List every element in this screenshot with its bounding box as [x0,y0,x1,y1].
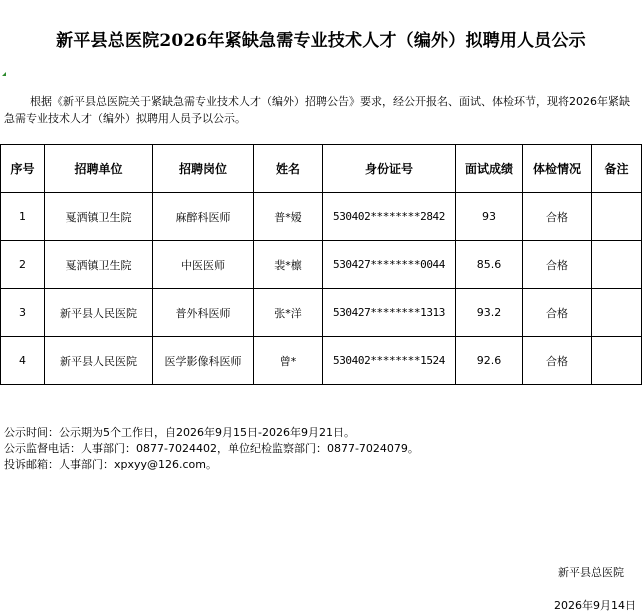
header-interview-score: 面试成绩 [456,145,523,193]
page-title: 新平县总医院2026年紧缺急需专业技术人才（编外）拟聘用人员公示 [56,31,586,51]
cell-position: 医学影像科医师 [153,337,254,385]
cell-position: 中医医师 [153,241,254,289]
header-position: 招聘岗位 [153,145,254,193]
cell-physical-exam: 合格 [523,337,592,385]
cell-id-number: 530402********1524 [323,337,456,385]
publicity-period: 公示时间：公示期为5个工作日，自2026年9月15日-2026年9月21日。 [4,426,355,439]
cell-name: 曾* [254,337,323,385]
notice-footer [4,425,419,473]
header-physical-exam: 体检情况 [523,145,592,193]
table-row [1,193,642,241]
cell-id-number: 530427********1313 [323,289,456,337]
cell-unit: 戛洒镇卫生院 [45,241,153,289]
cell-index: 2 [1,241,45,289]
cell-unit: 新平县人民医院 [45,337,153,385]
hire-table [0,144,642,385]
cell-id-number: 530402********2842 [323,193,456,241]
cell-remarks [592,193,642,241]
cell-physical-exam: 合格 [523,241,592,289]
cell-interview-score: 93.2 [456,289,523,337]
header-remarks: 备注 [592,145,642,193]
table-row [1,241,642,289]
header-index: 序号 [1,145,45,193]
cell-name: 普*嫒 [254,193,323,241]
cell-id-number: 530427********0044 [323,241,456,289]
cell-interview-score: 92.6 [456,337,523,385]
cell-interview-score: 85.6 [456,241,523,289]
table-row [1,337,642,385]
cell-position: 普外科医师 [153,289,254,337]
cell-remarks [592,241,642,289]
cell-name: 裴*檩 [254,241,323,289]
complaint-email: 投诉邮箱：人事部门：xpxyy@126.com。 [4,458,218,471]
signature-organization: 新平县总医院 [558,566,624,579]
cell-interview-score: 93 [456,193,523,241]
header-id-number: 身份证号 [323,145,456,193]
header-unit: 招聘单位 [45,145,153,193]
cell-position: 麻醉科医师 [153,193,254,241]
cell-index: 1 [1,193,45,241]
header-name: 姓名 [254,145,323,193]
cell-unit: 新平县人民医院 [45,289,153,337]
corner-marker [2,72,6,76]
cell-remarks [592,337,642,385]
cell-index: 4 [1,337,45,385]
cell-physical-exam: 合格 [523,193,592,241]
cell-unit: 戛洒镇卫生院 [45,193,153,241]
cell-physical-exam: 合格 [523,289,592,337]
cell-remarks [592,289,642,337]
supervision-phone: 公示监督电话：人事部门：0877-7024402，单位纪检监察部门：0877-7024079。 [4,442,419,455]
cell-index: 3 [1,289,45,337]
table-row [1,289,642,337]
cell-name: 张*洋 [254,289,323,337]
intro-paragraph: 根据《新平县总医院关于紧缺急需专业技术人才（编外）招聘公告》要求，经公开报名、面试、体检环节，现将2026年紧缺急需专业技术人才（编外）拟聘用人员予以公示。 [4,95,630,125]
table-header-row [1,145,642,193]
signature-date: 2026年9月14日 [554,599,636,612]
